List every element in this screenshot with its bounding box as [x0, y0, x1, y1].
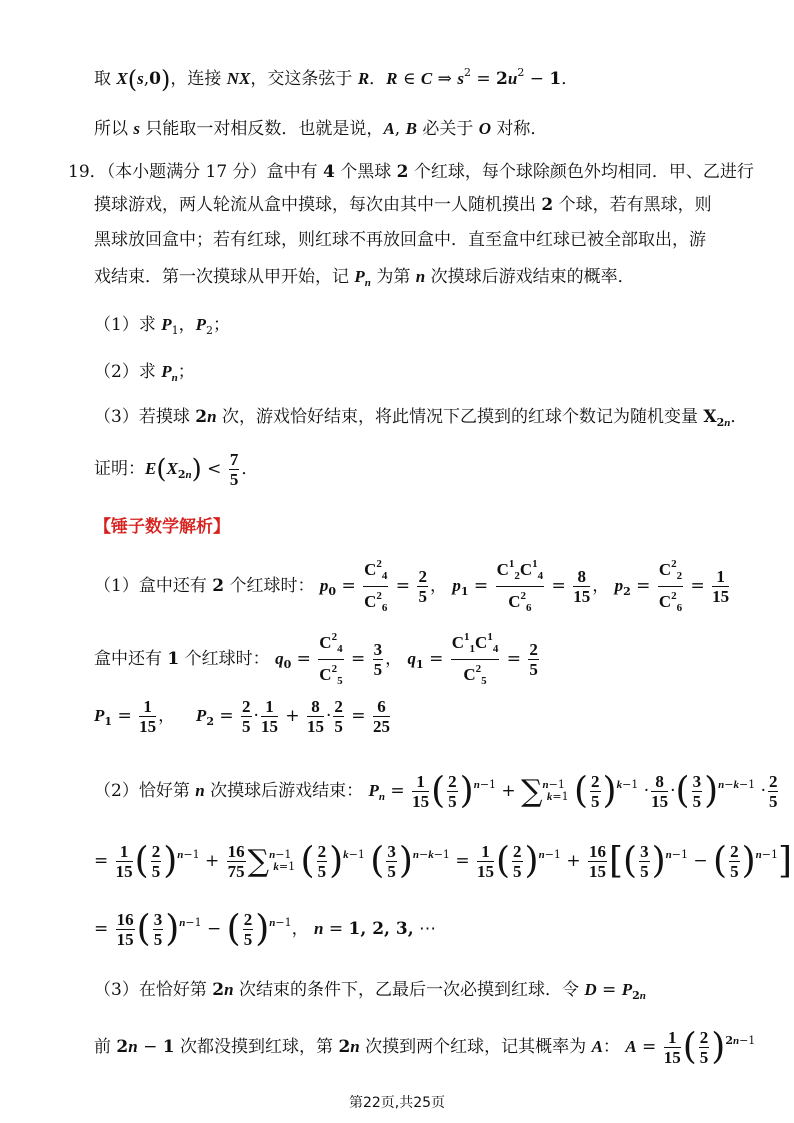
solution-header: 【锤子数学解析】 — [94, 517, 230, 537]
solution-3-line-2: 前 2n − 1 次都没摸到红球，第 2n 次摸到两个红球，记其概率为 A： A = $\frac{1}{15}$ ( $\frac{2}{5}$ )$^{2n-1}$ — [94, 1026, 756, 1068]
proof-line: 证明：$E(X_{2n})$ < $\frac{7}{5}$ ． — [94, 450, 259, 489]
solution-3-line-1: （3）在恰好第 2n 次结束的条件下，乙最后一次必摸到红球．令 $D = P_{2n}$ — [94, 980, 646, 1002]
text-line-2: 所以 s 只能取一对相反数．也就是说，A, B 必关于 O 对称． — [94, 119, 548, 139]
question-19-line-2: 摸球游戏，两人轮流从盒中摸球，每次由其中一人随机摸出 2 个球，若有黑球，则 — [94, 195, 712, 215]
solution-1-line-1: （1）盒中还有 2 个红球时： $p_0$ = $\frac{C^2_4}{C^2_6}$ = $\frac{2}{5}$ ， $p_1$ = $\frac{C^1_2C^1_4}{C^2_6}$ = $\frac{8}{15}$ ， $p_2$ = $\frac{C^2_2}{C^2_6}$ = $\frac{1}{15}$ — [94, 555, 731, 618]
part-2: （2）求 $P_n$； — [94, 362, 195, 384]
solution-2-line-3: = $\frac{16}{15}$ ( $\frac{3}{5}$ )$^{n-1}$ − ( $\frac{2}{5}$ )$^{n-1}$， n = 1, 2, 3, ⋯ — [94, 908, 437, 950]
question-19-line-4: 戏结束．第一次摸球从甲开始，记 $P_n$ 为第 n 次摸球后游戏结束的概率． — [94, 267, 635, 289]
text-line-1: 取 X(s,0)，连接 NX，交这条弦于 R．R ∈ C ⇒ $s^2 = 2u^2 - 1$． — [94, 65, 579, 94]
part-1: （1）求 $P_1$，$P_2$； — [94, 315, 231, 337]
solution-2-line-2: = $\frac{1}{15}$ ( $\frac{2}{5}$ )$^{n-1}$ + $\frac{16}{75}$ ∑$^{n-1}_{k=1}$ ( $\frac{2}{5}$ )$^{k-1}$ ( $\frac{3}{5}$ )$^{n-k-1}$ = $\frac{1}{15}$ ( $\frac{2}{5}$ )$^{n-1}$ + $\frac{16}{15}$ [( $\frac{3}{5}$ )$^{n-1}$ − ( $\frac{2}{5}$ )$^{n-1}$] — [94, 840, 793, 882]
solution-1-line-3: $P_1$ = $\frac{1}{15}$ ， $P_2$ = $\frac{2}{5}$ · $\frac{1}{15}$ + $\frac{8}{15}$ · $\frac{2}{5}$ = $\frac{6}{25}$ — [94, 697, 390, 736]
question-19-line-3: 黑球放回盒中；若有红球，则红球不再放回盒中．直至盒中红球已被全部取出，游 — [94, 230, 706, 250]
part-3: （3）若摸球 2n 次，游戏恰好结束，将此情况下乙摸到的红球个数记为随机变量 $X_{2n}$． — [94, 407, 748, 429]
question-19-line-1: 19．（本小题满分 17 分）盒中有 4 个黑球 2 个红球，每个球除颜色外均相同．甲、乙进行 — [68, 162, 754, 182]
solution-1-line-2: 盒中还有 1 个红球时： $q_0$ = $\frac{C^2_4}{C^2_5}$ = $\frac{3}{5}$ ， $q_1$ = $\frac{C^1_1C^1_4}{C^2_5}$ = $\frac{2}{5}$ — [94, 628, 541, 691]
page-footer: 第22页,共25页 — [348, 1095, 446, 1111]
solution-2-line-1: （2）恰好第 n 次摸球后游戏结束： $P_n$ = $\frac{1}{15}$ ( $\frac{2}{5}$ )$^{n-1}$ + ∑$^{n-1}_{k=1}$ ( $\frac{2}{5}$ )$^{k-1}$ · $\frac{8}{15}$ ·( $\frac{3}{5}$ )$^{n-k-1}$ · $\frac{2}{5}$ — [94, 770, 778, 812]
